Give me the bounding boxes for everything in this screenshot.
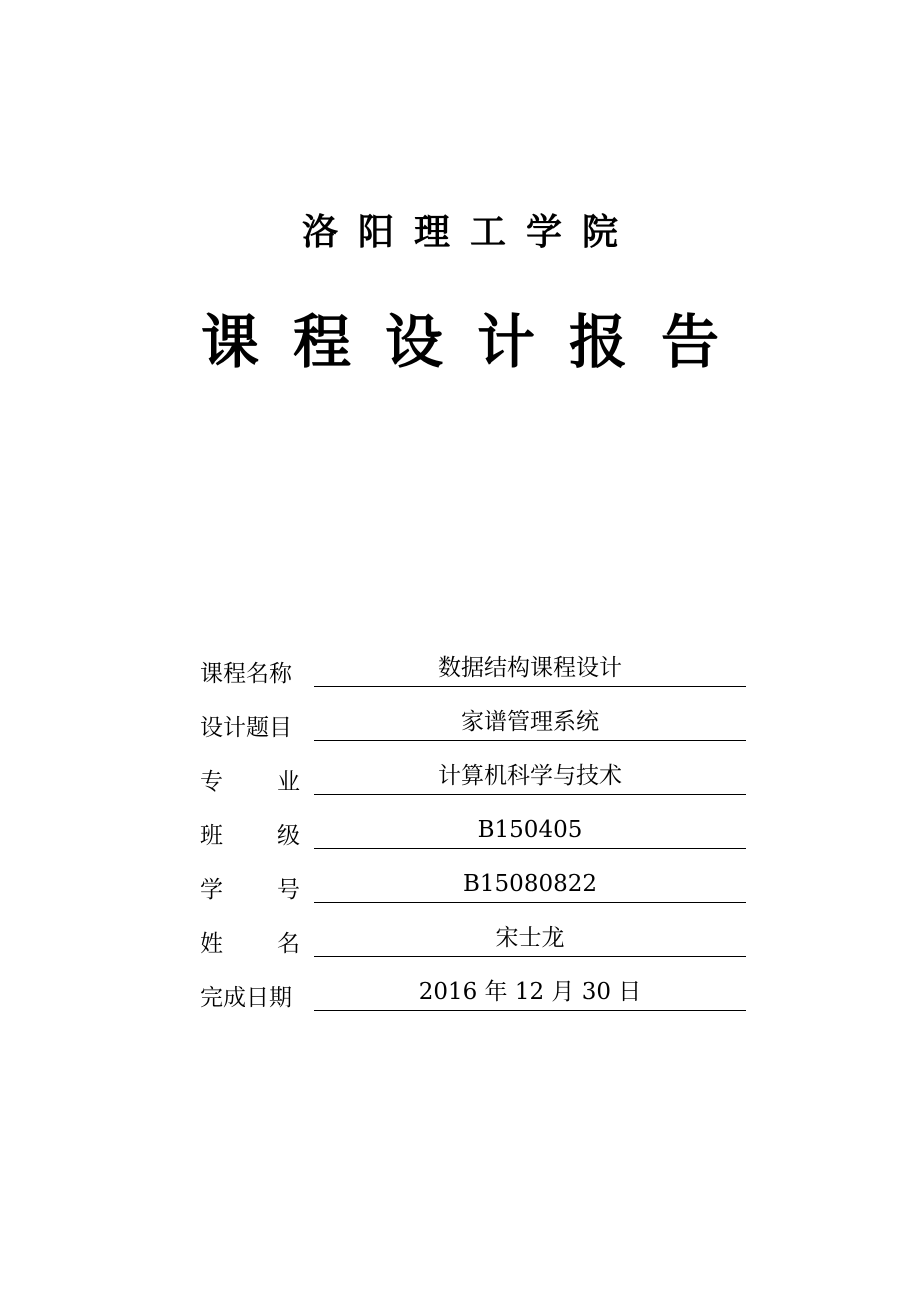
student-id-label-char: 号 bbox=[277, 877, 300, 903]
course-name-label: 课程名称 bbox=[200, 661, 292, 687]
name-label-char: 姓 bbox=[200, 931, 223, 957]
student-id-value: B15080822 bbox=[314, 866, 746, 903]
cover-info-form bbox=[200, 650, 748, 1028]
report-title: 课程设计报告 bbox=[200, 308, 753, 376]
class-row bbox=[200, 812, 748, 866]
class-label-char: 班 bbox=[200, 823, 223, 849]
design-topic-row bbox=[200, 704, 748, 758]
design-topic-label: 设计题目 bbox=[200, 715, 292, 741]
class-value: B150405 bbox=[314, 812, 746, 849]
student-id-label-char: 学 bbox=[200, 877, 223, 903]
completion-date-value: 2016 年 12 月 30 日 bbox=[314, 974, 746, 1011]
name-value: 宋士龙 bbox=[314, 920, 746, 957]
course-name-value: 数据结构课程设计 bbox=[314, 650, 746, 687]
student-id-row bbox=[200, 866, 748, 920]
student-id-label bbox=[200, 874, 300, 906]
institution-name: 洛阳理工学院 bbox=[301, 211, 638, 253]
name-label bbox=[200, 928, 300, 960]
major-label-char: 业 bbox=[277, 769, 300, 795]
course-name-row bbox=[200, 650, 748, 704]
design-topic-value: 家谱管理系统 bbox=[314, 704, 746, 741]
major-label-char: 专 bbox=[200, 769, 223, 795]
class-label-char: 级 bbox=[277, 823, 300, 849]
name-label-char: 名 bbox=[277, 931, 300, 957]
major-row bbox=[200, 758, 748, 812]
completion-date-label: 完成日期 bbox=[200, 985, 292, 1011]
completion-date-row bbox=[200, 974, 748, 1028]
major-label bbox=[200, 766, 300, 798]
class-label bbox=[200, 820, 300, 852]
name-row bbox=[200, 920, 748, 974]
major-value: 计算机科学与技术 bbox=[314, 758, 746, 795]
